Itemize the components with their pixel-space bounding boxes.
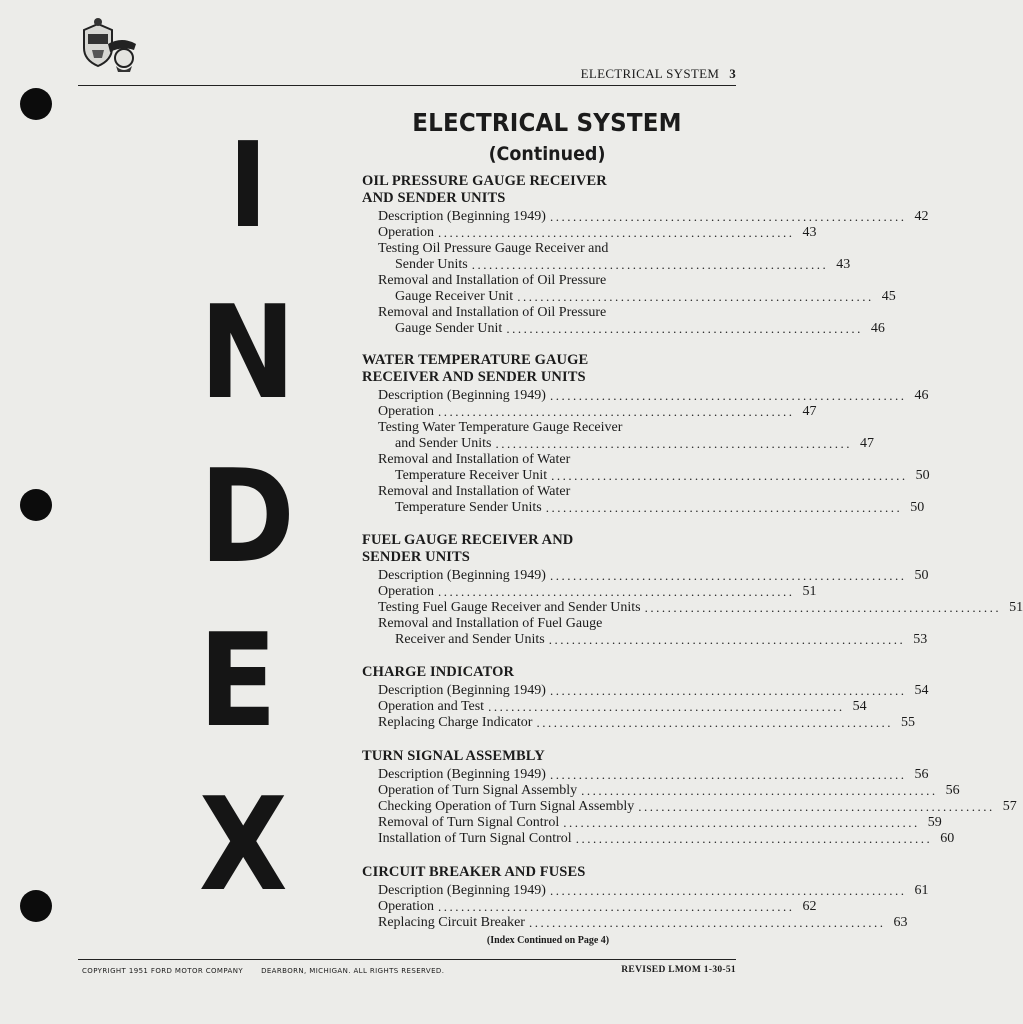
index-entry: Receiver and Sender Units .............................................................. 53 (395, 632, 928, 647)
punch-hole-middle (20, 489, 52, 521)
section-circuit-breaker-fuses (362, 864, 929, 931)
section-heading: CIRCUIT BREAKER AND FUSES (362, 864, 586, 880)
section-turn-signal-assembly (362, 748, 1017, 847)
index-letter-n: N (199, 279, 296, 428)
index-letter-d: D (199, 443, 295, 592)
header-rule (78, 85, 736, 86)
index-entry: Description (Beginning 1949) .............................................................. 54 (378, 683, 929, 698)
index-entry-line: Testing Oil Pressure Gauge Receiver and (378, 241, 609, 256)
index-entry: Gauge Receiver Unit .............................................................. 45 (395, 289, 896, 304)
index-entry: Operation .............................................................. 47 (378, 404, 817, 419)
index-entry: Removal of Turn Signal Control .............................................................. 59 (378, 815, 942, 830)
index-entry: Operation and Test .............................................................. 54 (378, 699, 867, 714)
index-entry: Replacing Charge Indicator .............................................................. 55 (378, 715, 915, 730)
running-title: ELECTRICAL SYSTEM (580, 66, 720, 81)
ford-emblem-logo (78, 14, 142, 76)
index-entry: Replacing Circuit Breaker .............................................................. 63 (378, 915, 908, 930)
section-heading: OIL PRESSURE GAUGE RECEIVER AND SENDER UNITS (362, 173, 607, 206)
index-entry: Sender Units .............................................................. 43 (395, 257, 851, 272)
page-title: ELECTRICAL SYSTEM (412, 108, 682, 137)
index-entry: Operation .............................................................. 43 (378, 225, 817, 240)
section-heading: TURN SIGNAL ASSEMBLY (362, 748, 545, 764)
section-fuel-gauge (362, 532, 1023, 648)
index-entry: Checking Operation of Turn Signal Assembly .............................................................. 57 (378, 799, 1017, 814)
index-entry-line: Testing Water Temperature Gauge Receiver (378, 420, 623, 435)
footer-copyright (82, 967, 444, 975)
index-entry-line: Removal and Installation of Fuel Gauge (378, 616, 603, 631)
page-subtitle: (Continued) (488, 143, 606, 165)
index-entry: Operation .............................................................. 51 (378, 584, 817, 599)
index-letter-e: E (198, 607, 278, 756)
section-water-temperature-gauge (362, 352, 930, 516)
index-entry: Description (Beginning 1949) .............................................................. 42 (378, 209, 929, 224)
footer-rule (78, 959, 736, 960)
index-entry: Installation of Turn Signal Control .............................................................. 60 (378, 831, 955, 846)
index-letter-i: I (228, 116, 268, 254)
index-entry: Description (Beginning 1949) .............................................................. 56 (378, 767, 929, 782)
index-entry-line: Removal and Installation of Oil Pressure (378, 305, 607, 320)
index-entry: Temperature Sender Units .............................................................. 50 (395, 500, 925, 515)
section-heading: CHARGE INDICATOR (362, 664, 515, 680)
index-continued-note: (Index Continued on Page 4) (486, 935, 610, 946)
page-number: 3 (729, 66, 736, 81)
index-entry-line: Removal and Installation of Oil Pressure (378, 273, 607, 288)
punch-hole-bottom (20, 890, 52, 922)
section-charge-indicator (362, 664, 929, 731)
location-text: DEARBORN, MICHIGAN. ALL RIGHTS RESERVED. (261, 967, 445, 975)
footer-revision: REVISED LMOM 1-30-51 (621, 965, 736, 975)
index-entry-line: Removal and Installation of Water (378, 484, 571, 499)
copyright-text: COPYRIGHT 1951 FORD MOTOR COMPANY (82, 967, 244, 975)
index-entry: Description (Beginning 1949) .............................................................. 50 (378, 568, 929, 583)
punch-hole-top (20, 88, 52, 120)
index-letter-x: X (198, 771, 288, 920)
running-header (581, 66, 736, 82)
section-oil-pressure-gauge (362, 173, 929, 337)
index-entry: Description (Beginning 1949) .............................................................. 46 (378, 388, 929, 403)
index-entry: Testing Fuel Gauge Receiver and Sender Units .............................................................. 51 (378, 600, 1023, 615)
index-entry: Operation .............................................................. 62 (378, 899, 817, 914)
section-heading: FUEL GAUGE RECEIVER AND SENDER UNITS (362, 532, 574, 565)
index-entry: Description (Beginning 1949) .............................................................. 61 (378, 883, 929, 898)
index-entry: Operation of Turn Signal Assembly .............................................................. 56 (378, 783, 960, 798)
index-entry-line: Removal and Installation of Water (378, 452, 571, 467)
section-heading: WATER TEMPERATURE GAUGE RECEIVER AND SENDER UNITS (362, 352, 589, 385)
index-entry: Gauge Sender Unit .............................................................. 46 (395, 321, 885, 336)
index-entry: and Sender Units .............................................................. 47 (395, 436, 874, 451)
index-entry: Temperature Receiver Unit .............................................................. 50 (395, 468, 930, 483)
